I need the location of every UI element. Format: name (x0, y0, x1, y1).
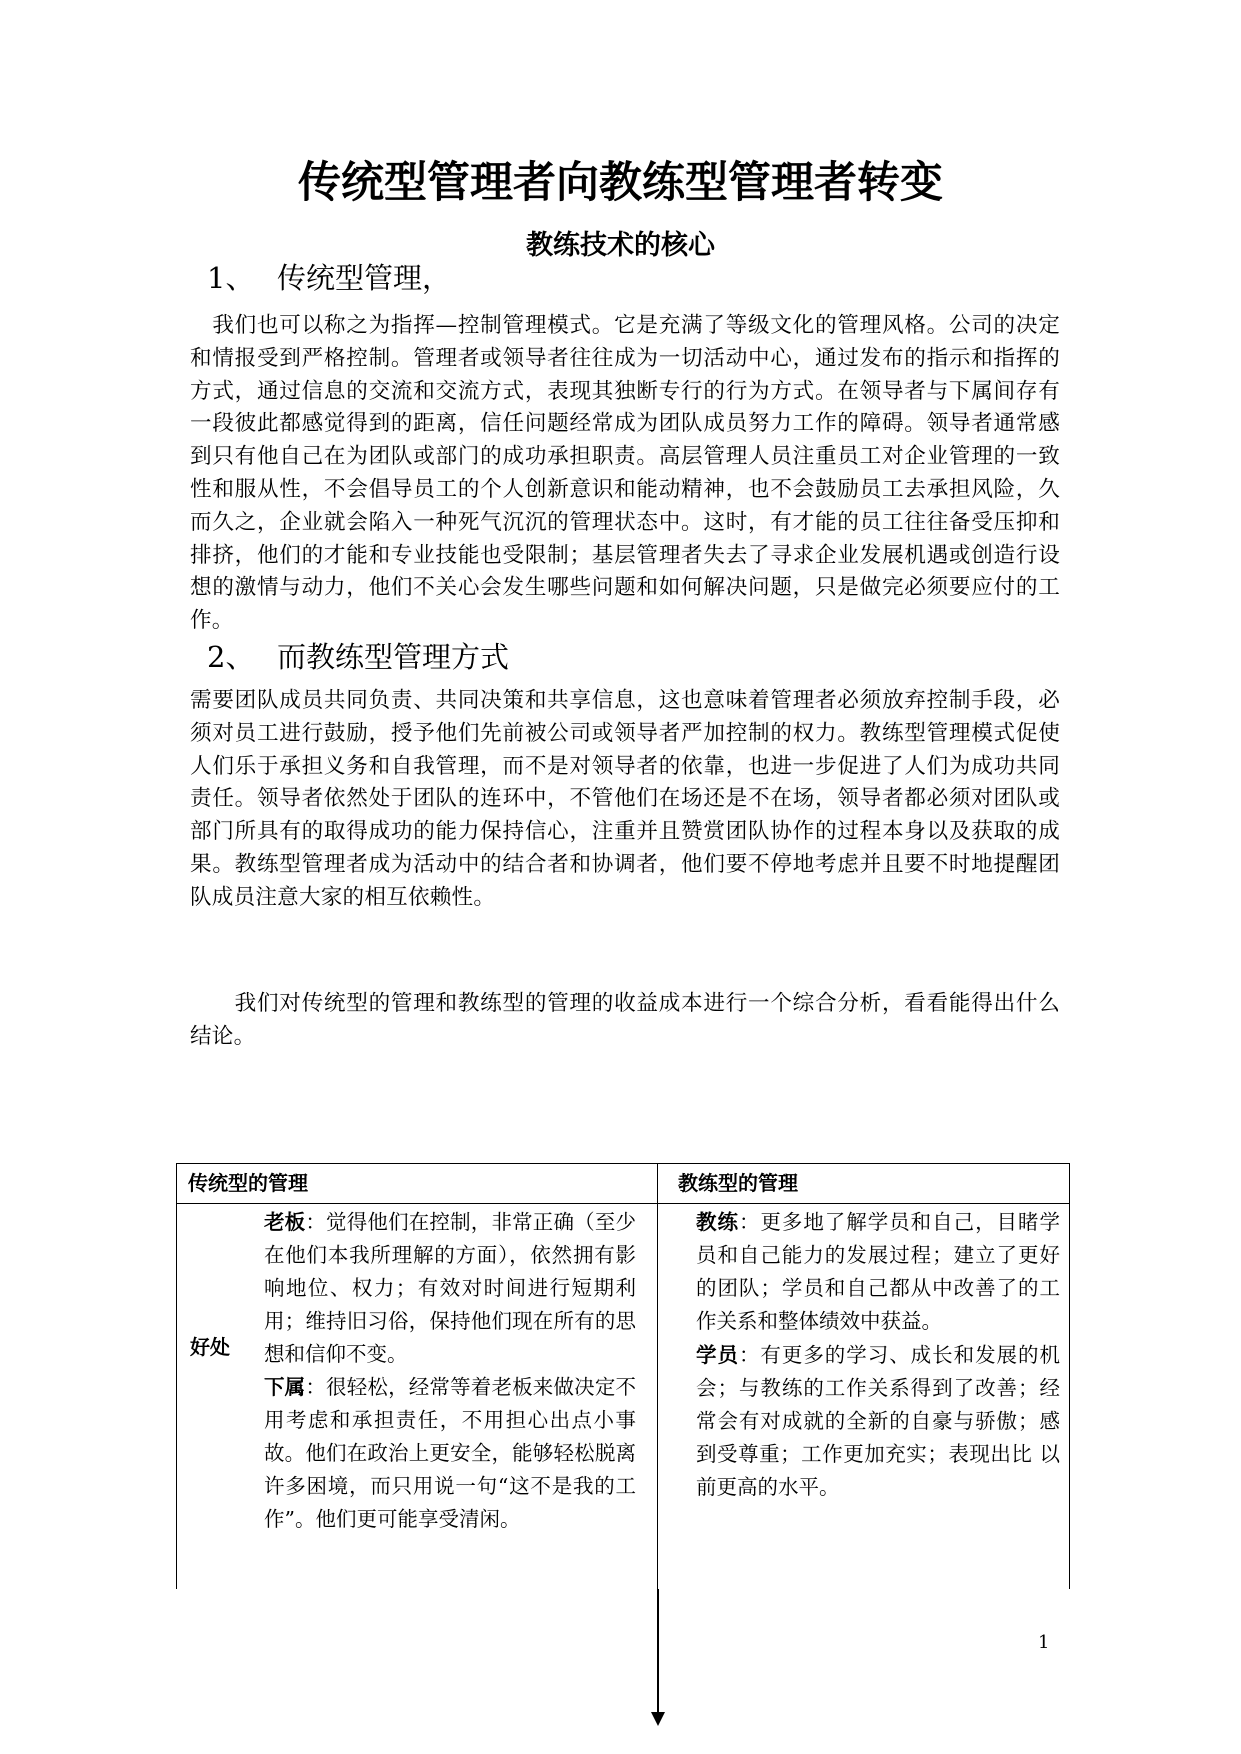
coach-label: 教练 (696, 1210, 739, 1234)
coach-text: ：更多地了解学员和自己，目睹学员和自己能力的发展过程；建立了更好的团队；学员和自己都从中改善了的工作关系和整体绩效中获益。 (696, 1210, 1060, 1333)
table-header-traditional: 传统型的管理 (188, 1171, 308, 1195)
table-header-coaching: 教练型的管理 (678, 1171, 798, 1195)
table-header-border (176, 1203, 1070, 1204)
comparison-table (176, 1163, 1070, 1589)
section-2-heading (207, 635, 509, 679)
traditional-subordinate-cell (264, 1371, 636, 1536)
student-label: 学员 (696, 1343, 739, 1367)
subordinate-label: 下属 (264, 1375, 306, 1399)
table-left-border (176, 1163, 177, 1589)
coaching-student-cell (696, 1339, 1060, 1504)
section-1-title: 传统型管理， (277, 261, 452, 295)
table-top-border (176, 1163, 1070, 1164)
document-subtitle: 教练技术的核心 (526, 230, 715, 261)
coaching-coach-cell (696, 1206, 1060, 1338)
student-text: ：有更多的学习、成长和发展的机会；与教练的工作关系得到了改善；经常会有对成就的全新的自豪与骄傲；感到受尊重；工作更加充实；表现出比 以前更高的水平。 (696, 1343, 1060, 1499)
section-1-number: 1、 (207, 261, 255, 295)
section-2-paragraph: 需要团队成员共同负责、共同决策和共享信息，这也意味着管理者必须放弃控制手段，必须对员工进行鼓励，授予他们先前被公司或领导者严加控制的权力。教练型管理模式促使人们乐于承担义务和自我管理，而不是对领导者的依靠，也进一步促进了人们为成功共同责任。领导者依然处于团队的连环中，不管他们在场还是不在场，领导者都必须对团队或部门所具有的取得成功的能力保持信心，注重并且赞赏团队协作的过程本身以及获取的成果。教练型管理者成为活动中的结合者和协调者，他们要不停地考虑并且要不时地提醒团队成员注意大家的相互依赖性。 (190, 688, 1060, 910)
section-2-title: 而教练型管理方式 (277, 640, 510, 674)
page-number: 1 (1038, 1632, 1050, 1653)
boss-label: 老板 (264, 1210, 306, 1234)
section-1-heading (207, 256, 451, 300)
continuation-arrow-line (657, 1589, 659, 1714)
subordinate-text: ：很轻松，经常等着老板来做决定不用考虑和承担责任，不用担心出点小事故。他们在政治上更安全，能够轻松脱离许多困境，而只用说一句“这不是我的工作”。他们更可能享受清闲。 (264, 1375, 637, 1531)
document-title: 传统型管理者向教练型管理者转变 (298, 158, 943, 208)
intro-paragraph: 我们对传统型的管理和教练型的管理的收益成本进行一个综合分析，看看能得出什么结论。 (190, 991, 1060, 1049)
row-label-benefits: 好处 (190, 1335, 230, 1359)
table-column-divider (657, 1163, 658, 1589)
continuation-arrow-icon (651, 1712, 665, 1726)
traditional-boss-cell (264, 1206, 636, 1371)
boss-text: ：觉得他们在控制，非常正确（至少在他们本我所理解的方面），依然拥有影响地位、权力；有效对时间进行短期利用；维持旧习俗，保持他们现在所有的思想和信仰不变。 (264, 1210, 637, 1366)
section-2-number: 2、 (207, 640, 255, 674)
section-1-paragraph: 我们也可以称之为指挥—控制管理模式。它是充满了等级文化的管理风格。公司的决定和情报受到严格控制。管理者或领导者往往成为一切活动中心，通过发布的指示和指挥的方式，通过信息的交流和交流方式，表现其独断专行的行为方式。在领导者与下属间存有一段彼此都感觉得到的距离，信任问题经常成为团队成员努力工作的障碍。领导者通常感到只有他自己在为团队或部门的成功承担职责。高层管理人员注重员工对企业管理的一致性和服从性，不会倡导员工的个人创新意识和能动精神，也不会鼓励员工去承担风险，久而久之，企业就会陷入一种死气沉沉的管理状态中。这时，有才能的员工往往备受压抑和排挤，他们的才能和专业技能也受限制；基层管理者失去了寻求企业发展机遇或创造行设想的激情与动力，他们不关心会发生哪些问题和如何解决问题，只是做完必须要应付的工作。 (190, 313, 1060, 634)
table-right-border (1069, 1163, 1070, 1589)
